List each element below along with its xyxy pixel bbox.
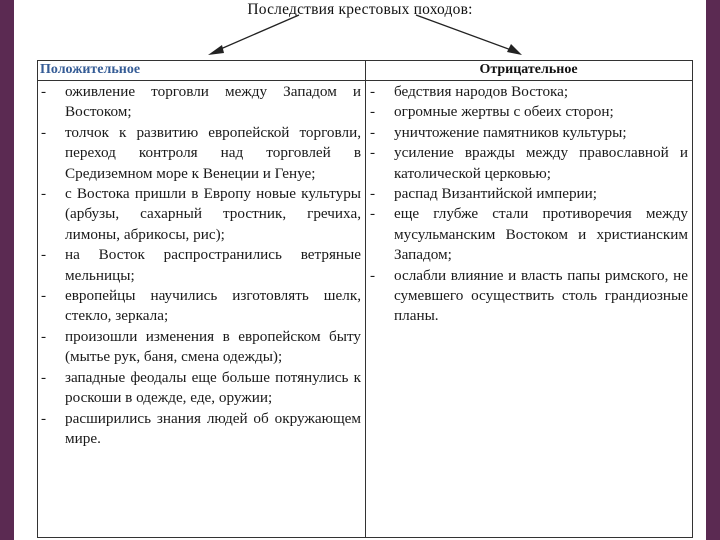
positive-item-text: на Восток распространились ветряные мельницы; [65,246,361,284]
bullet: - [370,103,376,121]
negative-column [367,82,690,327]
positive-item-text: толчок к развитию европейской торговли, переход контроля над торговлей в Средиземном море к Венеции и Генуе; [65,123,361,182]
positive-item-text: западные феодалы еще больше потянулись к роскоши в одежде, еде, оружии; [65,368,361,407]
bullet: - [41,83,47,100]
positive-item [38,245,363,286]
negative-item-text: усиление вражды между православной и католической церковью; [394,144,688,182]
positive-item [38,327,363,368]
negative-item-text: распад Византийской империи; [394,185,598,203]
bullet: - [41,327,47,345]
negative-item [367,102,690,122]
positive-item [38,286,363,327]
negative-header: Отрицательное [479,62,578,77]
bullet: - [41,368,47,386]
positive-column [38,82,363,449]
negative-item [367,184,690,204]
bullet: - [370,83,376,100]
right-arrow-icon [416,15,522,55]
negative-item [367,123,690,143]
left-arrow-icon [208,15,299,55]
positive-item-text: произошли изменения в европейском быту (мытье рук, баня, смена одежды); [65,327,361,366]
consequences-table [37,60,693,538]
positive-item [38,368,363,409]
positive-item [38,184,363,245]
bullet: - [41,123,47,141]
slide [14,0,706,540]
negative-item [367,266,690,327]
bullet: - [370,266,376,284]
column-divider [365,61,366,537]
bullet: - [370,185,376,203]
positive-item-text: оживление торговли между Западом и Востоком; [65,83,361,121]
negative-item [367,143,690,184]
negative-item-text: огромные жертвы с обеих сторон; [394,103,614,121]
negative-item-text: ослабли влияние и власть папы римского, не сумевшего осуществить столь грандиозные планы. [394,266,688,325]
bullet: - [370,205,376,223]
positive-item [38,123,363,184]
bullet: - [41,185,47,203]
bullet: - [41,409,47,427]
arrows [14,0,706,60]
header-divider [38,80,692,81]
bullet: - [370,123,376,141]
bullet: - [41,287,47,305]
slide-title: Последствия крестовых походов: [247,1,473,18]
positive-item [38,82,363,123]
positive-item-text: европейцы научились изготовлять шелк, стекло, зеркала; [65,287,361,325]
negative-item [367,82,690,102]
bullet: - [370,144,376,162]
positive-item-text: с Востока пришли в Европу новые культуры (арбузы, сахарный тростник, гречиха, лимоны, абрикосы, рис); [65,185,361,243]
positive-item-text: расширились знания людей об окружающем мире. [65,409,361,447]
negative-item-text: еще глубже стали противоречия между мусульманским Востоком и христианским Западом; [394,205,688,264]
positive-item [38,409,363,450]
positive-header: Положительное [40,62,141,77]
negative-item [367,204,690,265]
bullet: - [41,246,47,264]
negative-item-text: бедствия народов Востока; [394,83,569,100]
negative-item-text: уничтожение памятников культуры; [394,123,627,141]
